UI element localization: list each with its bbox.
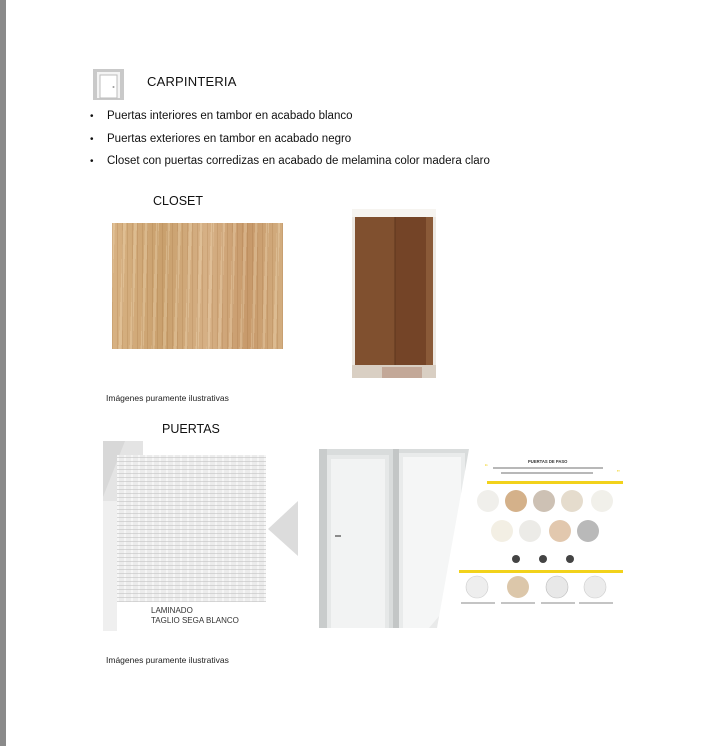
svg-text:PUERTAS DE PASO: PUERTAS DE PASO (528, 459, 568, 464)
list-item: • Puertas interiores en tambor en acabado blanco (90, 108, 490, 131)
bullet-dot: • (90, 156, 94, 167)
puertas-title: PUERTAS (162, 422, 220, 436)
laminate-label: LAMINADO TAGLIO SEGA BLANCO (151, 606, 239, 625)
list-item: • Puertas exteriores en tambor en acabado negro (90, 131, 490, 154)
finishes-list (90, 108, 490, 176)
svg-text:“: “ (485, 463, 488, 472)
list-item: • Closet con puertas corredizas en acabado de melamina color madera claro (90, 153, 490, 176)
bullet-dot: • (90, 111, 94, 122)
puertas-caption: Imágenes puramente ilustrativas (106, 655, 229, 665)
page-left-border (0, 0, 6, 746)
doors-catalog-photo (319, 449, 623, 628)
laminate-sample (117, 455, 266, 602)
svg-text:”: ” (617, 469, 620, 478)
door-icon (93, 69, 124, 100)
closet-photo (352, 209, 436, 378)
section-title: CARPINTERIA (147, 74, 237, 89)
closet-title: CLOSET (153, 194, 204, 208)
closet-caption: Imágenes puramente ilustrativas (106, 393, 229, 403)
bullet-dot: • (90, 133, 94, 145)
wood-melamine-sample (112, 223, 283, 349)
